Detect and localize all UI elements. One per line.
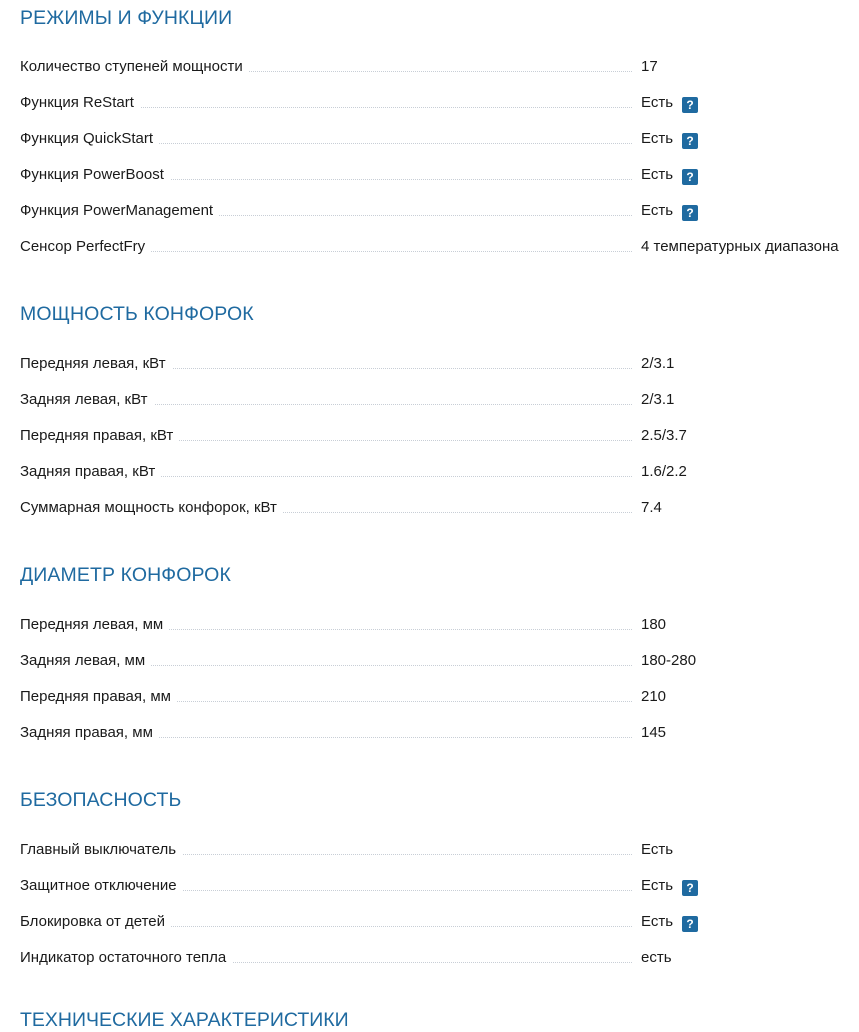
spec-label: Передняя правая, мм [20, 685, 177, 709]
section-title: МОЩНОСТЬ КОНФОРОК [20, 303, 254, 325]
spec-label: Индикатор остаточного тепла [20, 946, 232, 970]
spec-label: Защитное отключение [20, 874, 183, 898]
help-icon[interactable]: ? [682, 169, 698, 185]
spec-value: 2.5/3.7 [641, 427, 687, 444]
spec-label: Сенсор PerfectFry [20, 235, 151, 259]
spec-label: Главный выключатель [20, 838, 182, 862]
spec-value: есть [641, 949, 672, 966]
spec-value: 210 [641, 688, 667, 705]
help-icon[interactable]: ? [682, 205, 698, 221]
spec-value: 180 [641, 616, 667, 633]
spec-label: Задняя правая, кВт [20, 460, 161, 484]
spec-value: Есть ? [641, 199, 698, 223]
spec-row [20, 235, 859, 259]
spec-label: Задняя левая, мм [20, 649, 151, 673]
spec-value: 2/3.1 [641, 391, 675, 408]
spec-row [20, 352, 859, 376]
help-icon[interactable]: ? [682, 880, 698, 896]
spec-label: Функция QuickStart [20, 127, 159, 151]
spec-value: 17 [641, 58, 658, 75]
spec-label: Функция PowerBoost [20, 163, 170, 187]
section-title: БЕЗОПАСНОСТЬ [20, 789, 182, 811]
spec-label: Блокировка от детей [20, 910, 171, 934]
spec-row [20, 55, 859, 79]
spec-label: Передняя правая, кВт [20, 424, 179, 448]
section-title: ДИАМЕТР КОНФОРОК [20, 564, 231, 586]
spec-value: Есть ? [641, 127, 698, 151]
spec-label: Задняя правая, мм [20, 721, 159, 745]
spec-row [20, 946, 859, 970]
spec-value: Есть ? [641, 910, 698, 934]
spec-value: 4 температурных диапазона [641, 238, 839, 255]
spec-row [20, 199, 859, 223]
spec-label: Передняя левая, кВт [20, 352, 172, 376]
spec-value: Есть ? [641, 163, 698, 187]
spec-label: Количество ступеней мощности [20, 55, 249, 79]
spec-value: 2/3.1 [641, 355, 675, 372]
spec-row [20, 460, 859, 484]
spec-row [20, 424, 859, 448]
spec-row [20, 388, 859, 412]
spec-row [20, 163, 859, 187]
spec-label: Функция PowerManagement [20, 199, 219, 223]
spec-row [20, 685, 859, 709]
spec-label: Суммарная мощность конфорок, кВт [20, 496, 283, 520]
help-icon[interactable]: ? [682, 97, 698, 113]
spec-row [20, 613, 859, 637]
help-icon[interactable]: ? [682, 133, 698, 149]
spec-row [20, 910, 859, 934]
spec-value: 7.4 [641, 499, 662, 516]
spec-row [20, 496, 859, 520]
spec-value: Есть [641, 841, 674, 858]
spec-value: 180-280 [641, 652, 697, 669]
spec-row [20, 649, 859, 673]
help-icon[interactable]: ? [682, 916, 698, 932]
spec-row [20, 127, 859, 151]
next-section-title: ТЕХНИЧЕСКИЕ ХАРАКТЕРИСТИКИ [20, 1009, 349, 1031]
spec-row [20, 838, 859, 862]
spec-value: 1.6/2.2 [641, 463, 687, 480]
spec-label: Функция ReStart [20, 91, 140, 115]
spec-row [20, 874, 859, 898]
spec-value: Есть ? [641, 91, 698, 115]
section-title: РЕЖИМЫ И ФУНКЦИИ [20, 7, 233, 29]
spec-value: 145 [641, 724, 667, 741]
spec-label: Передняя левая, мм [20, 613, 169, 637]
spec-label: Задняя левая, кВт [20, 388, 154, 412]
spec-value: Есть ? [641, 874, 698, 898]
spec-row [20, 91, 859, 115]
spec-row [20, 721, 859, 745]
